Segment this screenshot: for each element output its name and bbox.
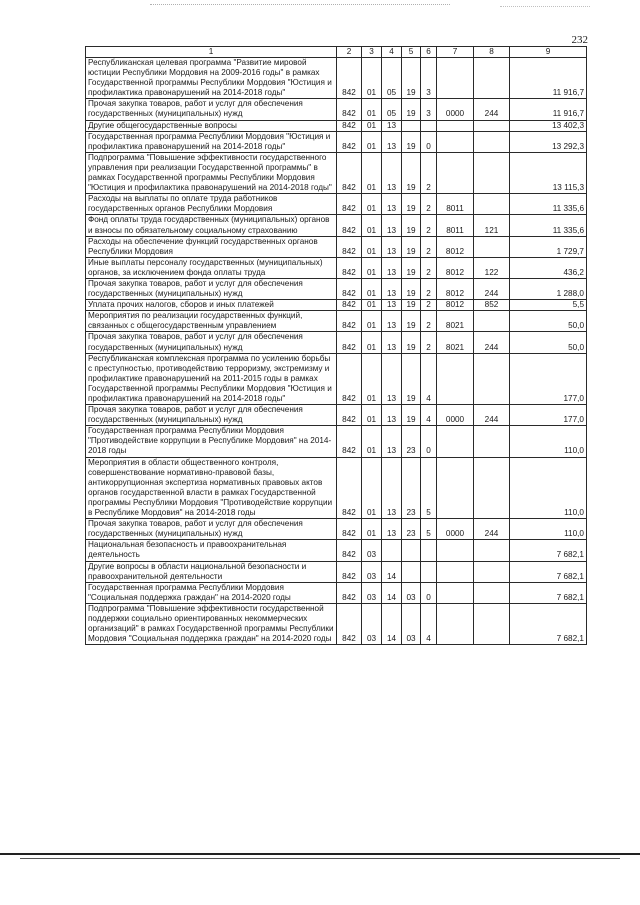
table-row xyxy=(86,332,587,353)
column-header: 3 xyxy=(362,47,382,58)
row-name: Государственная программа Республики Мордовия "Юстиция и профилактика правонарушений на 2014-2018 годы" xyxy=(86,131,337,152)
row-target-item xyxy=(437,582,474,603)
row-section: 01 xyxy=(362,131,382,152)
row-section: 03 xyxy=(362,540,382,561)
table-row xyxy=(86,152,587,193)
row-section: 01 xyxy=(362,353,382,404)
row-name: Мероприятия в области общественного контроля, совершенствование нормативно-правовой базы, антикоррупционная экспертиза нормативных правовых актов органов государственной власти в рамках Государственной программы Республики Мордовия "Противодействие коррупции в Республике Мордовия" на 2014-2018 годы xyxy=(86,457,337,519)
row-subprogram: 2 xyxy=(421,194,437,215)
row-section: 01 xyxy=(362,99,382,120)
row-section: 01 xyxy=(362,194,382,215)
row-program: 19 xyxy=(402,300,421,311)
row-subprogram: 2 xyxy=(421,152,437,193)
row-amount: 11 335,6 xyxy=(510,194,587,215)
table-row xyxy=(86,194,587,215)
row-subprogram: 3 xyxy=(421,58,437,99)
table-row xyxy=(86,99,587,120)
row-expense-type: 244 xyxy=(474,332,510,353)
row-section: 01 xyxy=(362,426,382,457)
table-header-row xyxy=(86,47,587,58)
row-amount: 7 682,1 xyxy=(510,582,587,603)
row-name: Национальная безопасность и правоохранительная деятельность xyxy=(86,540,337,561)
row-expense-type: 244 xyxy=(474,405,510,426)
row-section: 03 xyxy=(362,561,382,582)
table-row xyxy=(86,426,587,457)
row-subprogram: 4 xyxy=(421,405,437,426)
row-program: 19 xyxy=(402,332,421,353)
column-header: 5 xyxy=(402,47,421,58)
row-admin-code: 842 xyxy=(337,257,362,278)
row-subsection: 13 xyxy=(382,215,402,236)
row-target-item: 8011 xyxy=(437,194,474,215)
column-header: 4 xyxy=(382,47,402,58)
row-subsection: 14 xyxy=(382,603,402,644)
row-section: 03 xyxy=(362,582,382,603)
row-admin-code: 842 xyxy=(337,353,362,404)
row-name: Прочая закупка товаров, работ и услуг для обеспечения государственных (муниципальных) нужд xyxy=(86,99,337,120)
row-subsection: 13 xyxy=(382,300,402,311)
row-section: 01 xyxy=(362,278,382,299)
table-row xyxy=(86,131,587,152)
row-subprogram xyxy=(421,540,437,561)
row-expense-type: 122 xyxy=(474,257,510,278)
row-target-item: 8012 xyxy=(437,278,474,299)
row-amount: 110,0 xyxy=(510,457,587,519)
row-expense-type: 852 xyxy=(474,300,510,311)
row-target-item xyxy=(437,540,474,561)
row-subsection: 13 xyxy=(382,332,402,353)
row-amount: 11 335,6 xyxy=(510,215,587,236)
row-amount: 1 288,0 xyxy=(510,278,587,299)
row-amount: 436,2 xyxy=(510,257,587,278)
row-expense-type xyxy=(474,131,510,152)
row-target-item xyxy=(437,120,474,131)
row-expense-type xyxy=(474,540,510,561)
row-expense-type: 121 xyxy=(474,215,510,236)
row-target-item: 0000 xyxy=(437,99,474,120)
row-admin-code: 842 xyxy=(337,519,362,540)
row-name: Расходы на обеспечение функций государственных органов Республики Мордовия xyxy=(86,236,337,257)
row-program: 19 xyxy=(402,131,421,152)
row-target-item: 8011 xyxy=(437,215,474,236)
row-section: 03 xyxy=(362,603,382,644)
row-section: 01 xyxy=(362,457,382,519)
row-amount: 7 682,1 xyxy=(510,603,587,644)
row-amount: 110,0 xyxy=(510,519,587,540)
row-amount: 110,0 xyxy=(510,426,587,457)
row-subprogram xyxy=(421,120,437,131)
row-target-item xyxy=(437,152,474,193)
row-amount: 177,0 xyxy=(510,405,587,426)
row-subprogram: 2 xyxy=(421,215,437,236)
row-subsection: 14 xyxy=(382,561,402,582)
row-admin-code: 842 xyxy=(337,120,362,131)
row-admin-code: 842 xyxy=(337,58,362,99)
row-expense-type xyxy=(474,194,510,215)
column-header: 2 xyxy=(337,47,362,58)
row-expense-type xyxy=(474,426,510,457)
row-target-item xyxy=(437,353,474,404)
table-row xyxy=(86,300,587,311)
row-amount: 7 682,1 xyxy=(510,540,587,561)
row-expense-type xyxy=(474,311,510,332)
row-name: Другие общегосударственные вопросы xyxy=(86,120,337,131)
row-subprogram: 0 xyxy=(421,426,437,457)
row-subsection: 05 xyxy=(382,99,402,120)
row-section: 01 xyxy=(362,519,382,540)
row-subsection: 13 xyxy=(382,311,402,332)
row-admin-code: 842 xyxy=(337,561,362,582)
row-subsection: 13 xyxy=(382,194,402,215)
row-name: Уплата прочих налогов, сборов и иных платежей xyxy=(86,300,337,311)
row-amount: 7 682,1 xyxy=(510,561,587,582)
column-header: 7 xyxy=(437,47,474,58)
row-expense-type: 244 xyxy=(474,99,510,120)
row-subprogram: 0 xyxy=(421,131,437,152)
column-header: 1 xyxy=(86,47,337,58)
row-target-item xyxy=(437,131,474,152)
row-program xyxy=(402,540,421,561)
row-subprogram: 4 xyxy=(421,603,437,644)
row-subprogram: 2 xyxy=(421,300,437,311)
row-section: 01 xyxy=(362,257,382,278)
row-subsection: 13 xyxy=(382,278,402,299)
row-subprogram: 0 xyxy=(421,582,437,603)
row-amount: 13 115,3 xyxy=(510,152,587,193)
row-program xyxy=(402,120,421,131)
row-program: 19 xyxy=(402,405,421,426)
row-expense-type: 244 xyxy=(474,278,510,299)
row-program: 23 xyxy=(402,519,421,540)
row-target-item: 8012 xyxy=(437,257,474,278)
scan-artifact xyxy=(500,6,590,8)
row-expense-type xyxy=(474,457,510,519)
row-admin-code: 842 xyxy=(337,278,362,299)
row-name: Государственная программа Республики Мордовия "Социальная поддержка граждан" на 2014-2020 годы xyxy=(86,582,337,603)
row-expense-type xyxy=(474,152,510,193)
row-subsection: 13 xyxy=(382,152,402,193)
row-section: 01 xyxy=(362,152,382,193)
row-name: Другие вопросы в области национальной безопасности и правоохранительной деятельности xyxy=(86,561,337,582)
row-target-item: 8012 xyxy=(437,300,474,311)
row-admin-code: 842 xyxy=(337,131,362,152)
table-row xyxy=(86,120,587,131)
row-target-item: 8021 xyxy=(437,332,474,353)
row-subsection: 05 xyxy=(382,58,402,99)
row-program: 19 xyxy=(402,215,421,236)
row-admin-code: 842 xyxy=(337,215,362,236)
row-section: 01 xyxy=(362,215,382,236)
row-expense-type xyxy=(474,561,510,582)
row-section: 01 xyxy=(362,120,382,131)
row-target-item xyxy=(437,561,474,582)
row-subsection: 13 xyxy=(382,120,402,131)
row-subprogram: 2 xyxy=(421,332,437,353)
row-program: 03 xyxy=(402,603,421,644)
row-name: Республиканская комплексная программа по усилению борьбы с преступностью, противодействию терроризму, экстремизму и профилактике правонарушений на 2011-2015 годы в рамках Государственной программы Республики Мордовия "Юстиция и профилактика правонарушений на 2014-2018 годы" xyxy=(86,353,337,404)
row-admin-code: 842 xyxy=(337,426,362,457)
row-name: Расходы на выплаты по оплате труда работников государственных органов Республики Мордовия xyxy=(86,194,337,215)
row-target-item xyxy=(437,457,474,519)
table-row xyxy=(86,257,587,278)
row-subprogram: 2 xyxy=(421,278,437,299)
row-target-item: 0000 xyxy=(437,405,474,426)
row-name: Подпрограмма "Повышение эффективности государственного управления при реализации Государственной программы" в рамках Государственной программы Республики Мордовия "Юстиция и профилактика правонарушений на 2014-2018 годы" xyxy=(86,152,337,193)
row-program: 19 xyxy=(402,194,421,215)
row-subprogram: 4 xyxy=(421,353,437,404)
row-target-item xyxy=(437,426,474,457)
table-row xyxy=(86,603,587,644)
row-admin-code: 842 xyxy=(337,603,362,644)
row-subprogram: 2 xyxy=(421,236,437,257)
row-target-item xyxy=(437,603,474,644)
row-amount: 1 729,7 xyxy=(510,236,587,257)
row-subsection: 13 xyxy=(382,519,402,540)
row-subprogram xyxy=(421,561,437,582)
row-program: 23 xyxy=(402,457,421,519)
row-admin-code: 842 xyxy=(337,457,362,519)
row-section: 01 xyxy=(362,58,382,99)
row-expense-type xyxy=(474,603,510,644)
row-subsection: 13 xyxy=(382,353,402,404)
table-row xyxy=(86,457,587,519)
row-target-item: 8021 xyxy=(437,311,474,332)
row-amount: 11 916,7 xyxy=(510,58,587,99)
table-row xyxy=(86,278,587,299)
table-row xyxy=(86,582,587,603)
row-section: 01 xyxy=(362,405,382,426)
column-header: 9 xyxy=(510,47,587,58)
row-name: Прочая закупка товаров, работ и услуг для обеспечения государственных (муниципальных) нужд xyxy=(86,519,337,540)
row-program: 19 xyxy=(402,58,421,99)
row-admin-code: 842 xyxy=(337,582,362,603)
row-name: Республиканская целевая программа "Развитие мировой юстиции Республики Мордовия на 2009-2016 годы" в рамках Государственной программы Республики Мордовия "Юстиция и профилактика правонарушений на 2014-2018 годы" xyxy=(86,58,337,99)
row-amount: 13 292,3 xyxy=(510,131,587,152)
row-subprogram: 3 xyxy=(421,99,437,120)
bottom-rule xyxy=(20,858,620,859)
row-subsection: 13 xyxy=(382,457,402,519)
row-expense-type xyxy=(474,58,510,99)
row-program: 19 xyxy=(402,353,421,404)
row-name: Прочая закупка товаров, работ и услуг для обеспечения государственных (муниципальных) нужд xyxy=(86,278,337,299)
row-name: Прочая закупка товаров, работ и услуг для обеспечения государственных (муниципальных) нужд xyxy=(86,332,337,353)
scan-artifact xyxy=(150,4,450,6)
row-program: 19 xyxy=(402,257,421,278)
row-amount: 11 916,7 xyxy=(510,99,587,120)
row-name: Фонд оплаты труда государственных (муниципальных) органов и взносы по обязательному социальному страхованию xyxy=(86,215,337,236)
row-section: 01 xyxy=(362,311,382,332)
budget-table xyxy=(85,46,587,645)
row-program: 19 xyxy=(402,311,421,332)
table-row xyxy=(86,215,587,236)
row-subsection xyxy=(382,540,402,561)
table-row xyxy=(86,311,587,332)
row-subprogram: 5 xyxy=(421,519,437,540)
row-admin-code: 842 xyxy=(337,152,362,193)
row-program: 19 xyxy=(402,152,421,193)
row-name: Иные выплаты персоналу государственных (муниципальных) органов, за исключением фонда оплаты труда xyxy=(86,257,337,278)
row-program: 03 xyxy=(402,582,421,603)
row-subprogram: 2 xyxy=(421,257,437,278)
table-row xyxy=(86,58,587,99)
row-program: 19 xyxy=(402,99,421,120)
row-name: Прочая закупка товаров, работ и услуг для обеспечения государственных (муниципальных) нужд xyxy=(86,405,337,426)
row-subsection: 14 xyxy=(382,582,402,603)
row-target-item: 8012 xyxy=(437,236,474,257)
row-name: Мероприятия по реализации государственных функций, связанных с общегосударственным управлением xyxy=(86,311,337,332)
row-amount: 50,0 xyxy=(510,311,587,332)
table-row xyxy=(86,236,587,257)
row-subprogram: 2 xyxy=(421,311,437,332)
table-row xyxy=(86,561,587,582)
table-row xyxy=(86,519,587,540)
row-section: 01 xyxy=(362,332,382,353)
row-program xyxy=(402,561,421,582)
row-subsection: 13 xyxy=(382,405,402,426)
row-admin-code: 842 xyxy=(337,405,362,426)
row-admin-code: 842 xyxy=(337,236,362,257)
table-row xyxy=(86,540,587,561)
row-expense-type xyxy=(474,582,510,603)
row-section: 01 xyxy=(362,236,382,257)
table-row xyxy=(86,405,587,426)
row-target-item xyxy=(437,58,474,99)
row-subsection: 13 xyxy=(382,131,402,152)
row-program: 19 xyxy=(402,236,421,257)
row-section: 01 xyxy=(362,300,382,311)
row-subsection: 13 xyxy=(382,426,402,457)
row-name: Государственная программа Республики Мордовия "Противодействие коррупции в Республике Мордовия" на 2014-2018 годы xyxy=(86,426,337,457)
row-subsection: 13 xyxy=(382,236,402,257)
row-amount: 5,5 xyxy=(510,300,587,311)
column-header: 8 xyxy=(474,47,510,58)
row-admin-code: 842 xyxy=(337,99,362,120)
row-amount: 13 402,3 xyxy=(510,120,587,131)
row-program: 19 xyxy=(402,278,421,299)
row-expense-type xyxy=(474,353,510,404)
row-subsection: 13 xyxy=(382,257,402,278)
row-subprogram: 5 xyxy=(421,457,437,519)
page-number: 232 xyxy=(571,34,588,46)
row-expense-type: 244 xyxy=(474,519,510,540)
row-admin-code: 842 xyxy=(337,311,362,332)
column-header: 6 xyxy=(421,47,437,58)
row-admin-code: 842 xyxy=(337,300,362,311)
row-amount: 50,0 xyxy=(510,332,587,353)
row-admin-code: 842 xyxy=(337,332,362,353)
bottom-rule xyxy=(0,853,640,855)
row-admin-code: 842 xyxy=(337,540,362,561)
row-amount: 177,0 xyxy=(510,353,587,404)
row-target-item: 0000 xyxy=(437,519,474,540)
row-program: 23 xyxy=(402,426,421,457)
row-expense-type xyxy=(474,236,510,257)
table-row xyxy=(86,353,587,404)
row-name: Подпрограмма "Повышение эффективности государственной поддержки социально ориентированных некоммерческих организаций" в рамках Государственной программы Республики Мордовия "Социальная поддержка граждан" на 2014-2020 годы xyxy=(86,603,337,644)
row-admin-code: 842 xyxy=(337,194,362,215)
row-expense-type xyxy=(474,120,510,131)
